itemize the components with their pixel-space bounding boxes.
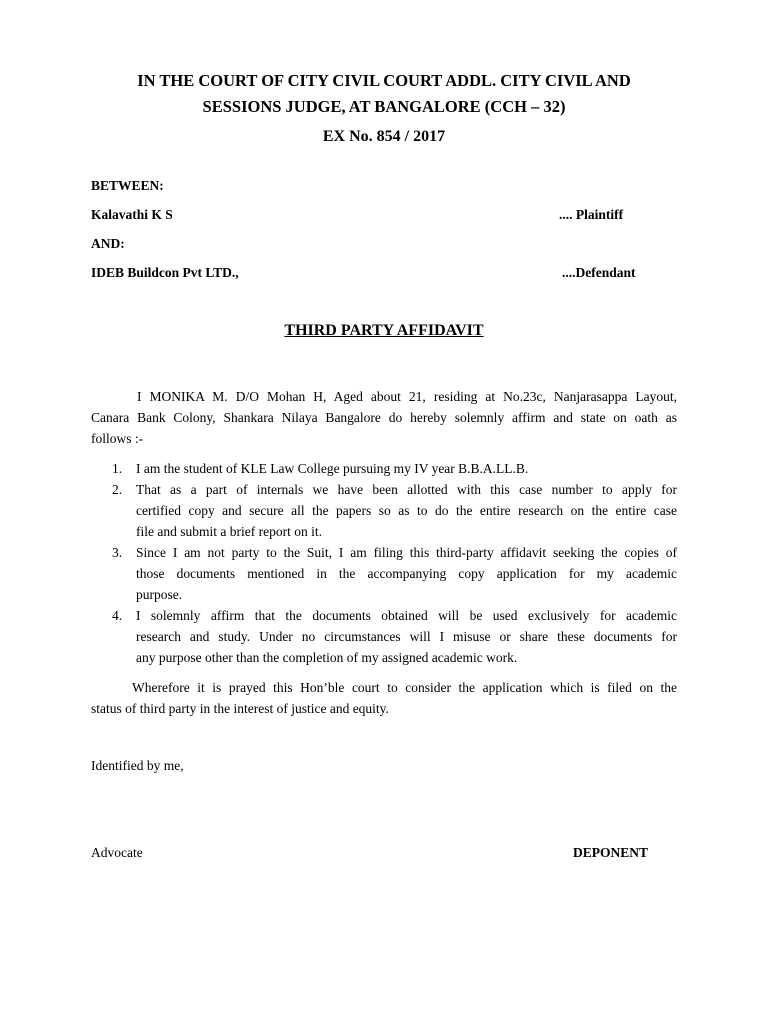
list-item-line: any purpose other than the completion of my assigned academic work. (136, 650, 518, 665)
list-item-number: 1. (112, 461, 123, 476)
case-number: EX No. 854 / 2017 (322, 128, 446, 145)
court-title-line-2: SESSIONS JUDGE, AT BANGALORE (CCH – 32) (202, 97, 566, 116)
intro-line-3: follows :- (91, 431, 144, 446)
and-label: AND: (91, 236, 125, 251)
court-title-line-1: IN THE COURT OF CITY CIVIL COURT ADDL. CITY CIVIL AND (137, 71, 631, 90)
list-item-line: That as a part of internals we have been allotted with this case number to apply for (136, 482, 677, 497)
defendant-role: ....Defendant (562, 265, 636, 280)
list-item-line: I solemnly affirm that the documents obtained will be used exclusively for academic (136, 608, 677, 623)
advocate-signature-label: Advocate (91, 845, 143, 860)
list-item (91, 458, 677, 479)
prayer-line-2: status of third party in the interest of justice and equity. (91, 701, 389, 716)
list-item-line: I am the student of KLE Law College pursuing my IV year B.B.A.LL.B. (136, 461, 529, 476)
list-item (91, 542, 677, 605)
prayer-paragraph (91, 677, 677, 719)
list-item-number: 3. (112, 545, 123, 560)
identified-by-text: Identified by me, (91, 758, 184, 773)
intro-paragraph (91, 386, 677, 449)
plaintiff-role: .... Plaintiff (559, 207, 624, 222)
list-item-line: file and submit a brief report on it. (136, 524, 322, 539)
prayer-line-1: Wherefore it is prayed this Hon’ble court to consider the application which is filed on the (132, 680, 677, 695)
between-label: BETWEEN: (91, 178, 164, 193)
defendant-name: IDEB Buildcon Pvt LTD., (91, 265, 239, 280)
intro-line-2: Canara Bank Colony, Shankara Nilaya Bangalore do hereby solemnly affirm and state on oath as (91, 410, 677, 425)
court-title (80, 68, 688, 120)
list-item (91, 479, 677, 542)
list-item (91, 605, 677, 668)
list-item-number: 2. (112, 482, 123, 497)
deponent-signature-label: DEPONENT (573, 845, 649, 860)
list-item-line: Since I am not party to the Suit, I am filing this third-party affidavit seeking the copies of (136, 545, 677, 560)
affidavit-title: THIRD PARTY AFFIDAVIT (284, 322, 484, 339)
list-item-line: research and study. Under no circumstances will I misuse or share these documents for (136, 629, 677, 644)
intro-line-1: I MONIKA M. D/O Mohan H, Aged about 21, residing at No.23c, Nanjarasappa Layout, (137, 389, 677, 404)
list-item-line: certified copy and secure all the papers so as to do the entire research on the entire case (136, 503, 677, 518)
plaintiff-name: Kalavathi K S (91, 207, 173, 222)
affidavit-statements (91, 458, 677, 668)
list-item-line: purpose. (136, 587, 183, 602)
list-item-number: 4. (112, 608, 123, 623)
list-item-line: those documents mentioned in the accompanying copy application for my academic (136, 566, 677, 581)
